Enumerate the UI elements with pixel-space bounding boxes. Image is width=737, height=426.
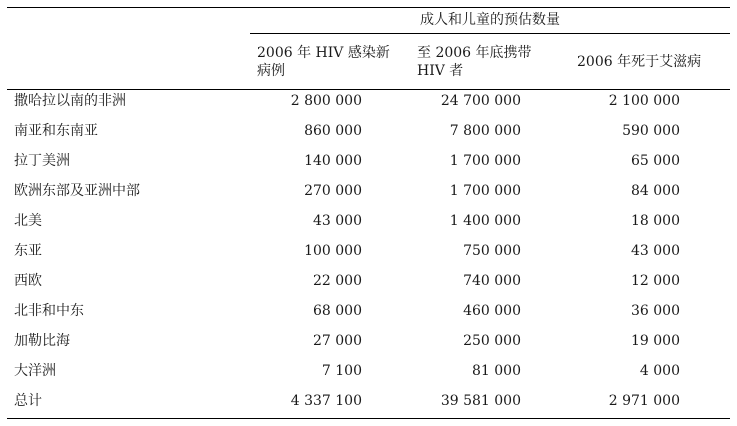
living-cell: 1 700 000 — [449, 183, 521, 199]
new-cases-cell: 270 000 — [304, 183, 362, 199]
new-cases-cell: 7 100 — [321, 363, 362, 379]
region-cell: 南亚和东南亚 — [14, 123, 98, 139]
table-bottom-rule — [7, 418, 730, 419]
table-row — [0, 267, 737, 295]
living-cell: 250 000 — [463, 333, 521, 349]
column-header-deaths: 2006 年死于艾滋病 — [577, 54, 702, 70]
living-cell: 460 000 — [463, 303, 521, 319]
new-cases-cell: 22 000 — [313, 273, 362, 289]
living-cell: 1 400 000 — [449, 213, 521, 229]
new-cases-cell: 68 000 — [313, 303, 362, 319]
table-row — [0, 387, 737, 415]
living-cell: 81 000 — [472, 363, 521, 379]
column-header-new-cases: 2006 年 HIV 感染新病例 — [257, 45, 390, 79]
living-cell: 740 000 — [463, 273, 521, 289]
column-header-living: 至 2006 年底携带 HIV 者 — [417, 45, 532, 79]
deaths-cell: 4 000 — [639, 363, 680, 379]
table-row — [0, 237, 737, 265]
region-cell: 西欧 — [14, 273, 42, 289]
living-cell: 39 581 000 — [440, 393, 521, 409]
deaths-cell: 590 000 — [622, 123, 680, 139]
deaths-cell: 19 000 — [631, 333, 680, 349]
new-cases-cell: 100 000 — [304, 243, 362, 259]
region-cell: 加勒比海 — [14, 333, 70, 349]
living-cell: 24 700 000 — [440, 93, 521, 109]
living-cell: 1 700 000 — [449, 153, 521, 169]
table-row — [0, 177, 737, 205]
deaths-cell: 2 971 000 — [608, 393, 680, 409]
table-top-rule — [7, 7, 730, 8]
living-cell: 7 800 000 — [449, 123, 521, 139]
table-row — [0, 357, 737, 385]
region-cell: 北美 — [14, 213, 42, 229]
region-cell: 欧洲东部及亚洲中部 — [14, 183, 140, 199]
deaths-cell: 18 000 — [631, 213, 680, 229]
deaths-cell: 12 000 — [631, 273, 680, 289]
table-row — [0, 207, 737, 235]
region-cell: 东亚 — [14, 243, 42, 259]
table-row — [0, 147, 737, 175]
group-header-rule — [250, 33, 730, 34]
deaths-cell: 36 000 — [631, 303, 680, 319]
deaths-cell: 43 000 — [631, 243, 680, 259]
new-cases-cell: 860 000 — [304, 123, 362, 139]
table-row — [0, 297, 737, 325]
region-cell: 撒哈拉以南的非洲 — [14, 93, 126, 109]
group-header: 成人和儿童的预估数量 — [420, 12, 560, 28]
new-cases-cell: 43 000 — [313, 213, 362, 229]
region-cell: 拉丁美洲 — [14, 153, 70, 169]
deaths-cell: 65 000 — [631, 153, 680, 169]
new-cases-cell: 140 000 — [304, 153, 362, 169]
living-cell: 750 000 — [463, 243, 521, 259]
deaths-cell: 84 000 — [631, 183, 680, 199]
region-cell: 总计 — [14, 393, 42, 409]
new-cases-cell: 4 337 100 — [290, 393, 362, 409]
region-cell: 大洋洲 — [14, 363, 56, 379]
region-cell: 北非和中东 — [14, 303, 84, 319]
table-row — [0, 87, 737, 115]
new-cases-cell: 27 000 — [313, 333, 362, 349]
table-row — [0, 327, 737, 355]
deaths-cell: 2 100 000 — [608, 93, 680, 109]
new-cases-cell: 2 800 000 — [290, 93, 362, 109]
table-row — [0, 117, 737, 145]
